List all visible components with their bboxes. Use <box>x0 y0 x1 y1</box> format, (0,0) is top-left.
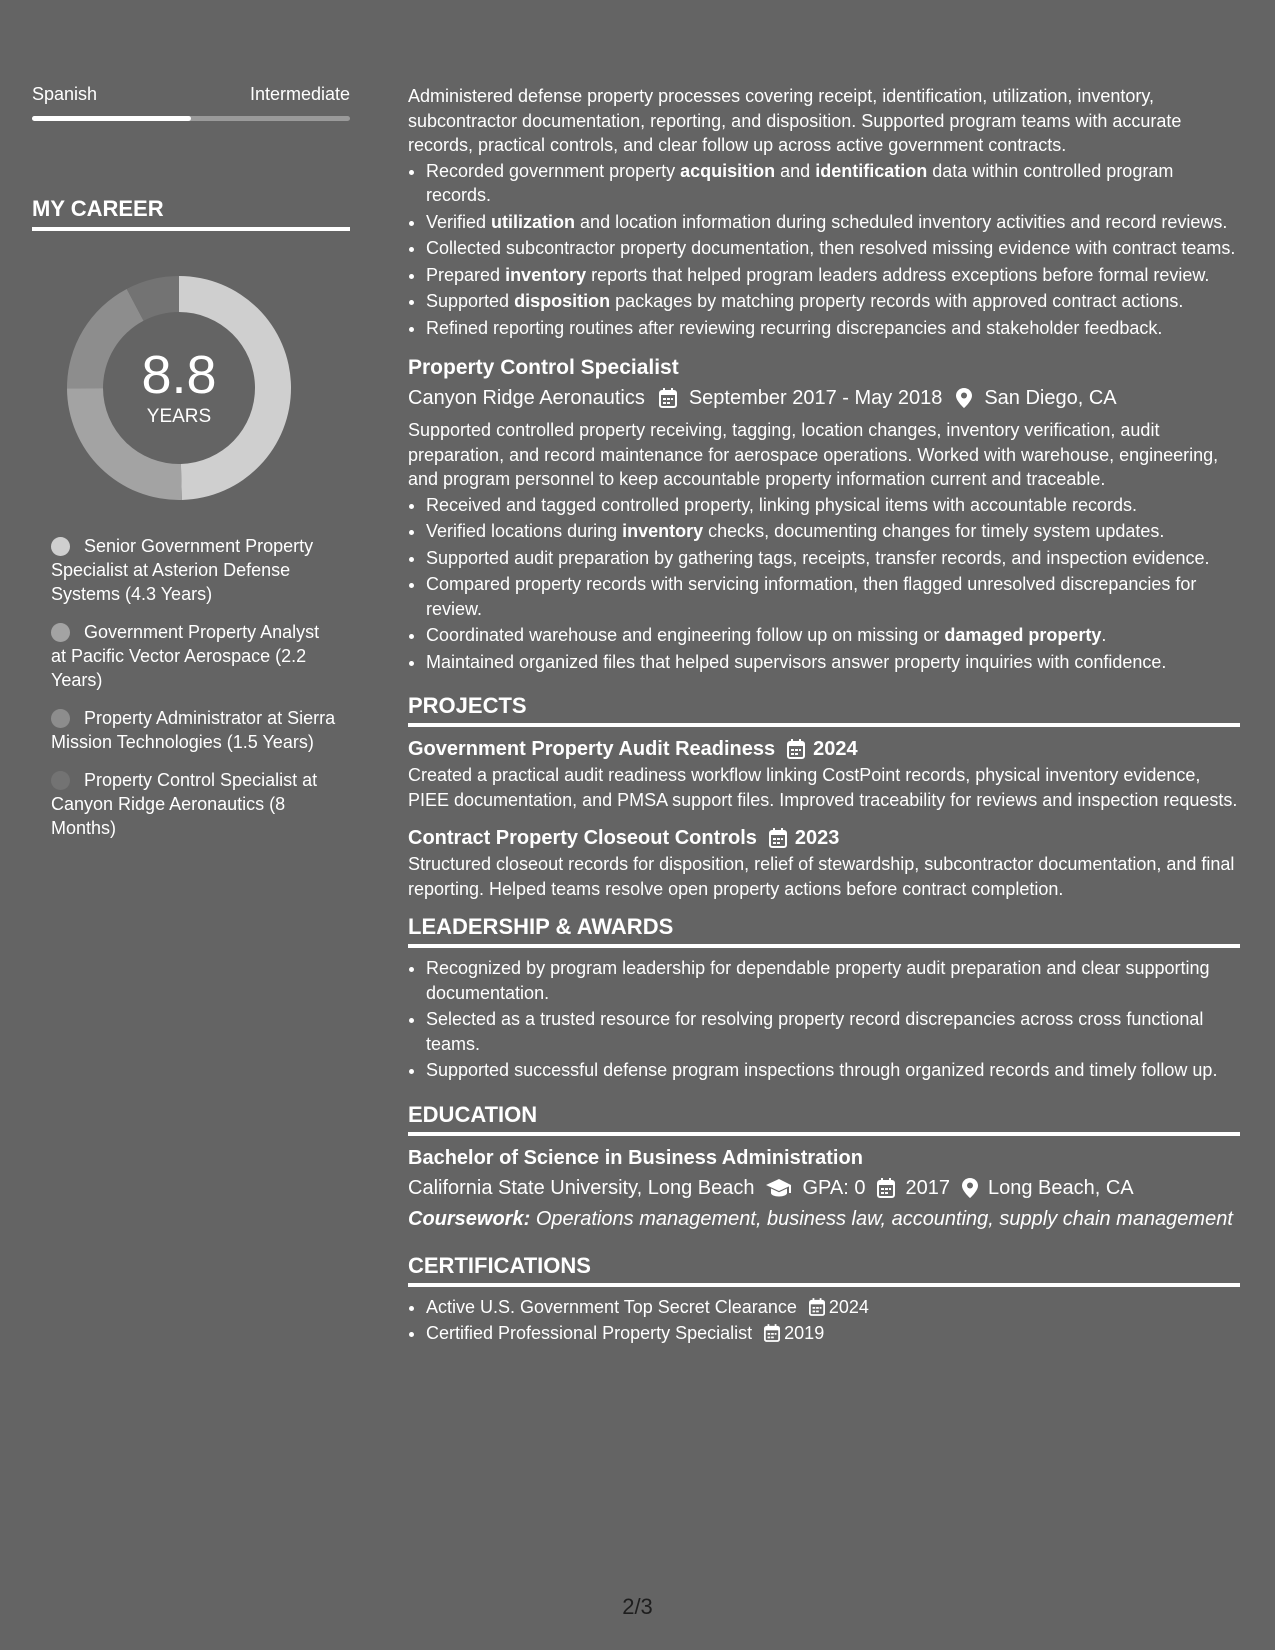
experience-bullets <box>408 493 1240 675</box>
bullet-text: Compared property records with servicing information, then flagged unresolved discrepancies for review. <box>426 574 1197 619</box>
bullet-text: Prepared <box>426 264 506 285</box>
career-legend-dot <box>51 709 70 728</box>
certification-year: 2024 <box>828 1296 869 1317</box>
page-number: 2/3 <box>622 1594 653 1619</box>
project-item <box>408 735 1240 812</box>
project-year: 2023 <box>794 827 840 849</box>
education-coursework <box>408 1204 1240 1234</box>
career-legend-label: Property Administrator at Sierra Mission Technologies (1.5 Years) <box>51 708 336 752</box>
career-legend-label: Senior Government Property Specialist at Asterion Defense Systems (4.3 Years) <box>51 536 314 604</box>
bullet-text: and <box>775 160 816 181</box>
experience-bullet <box>426 546 1240 571</box>
donut-segment <box>67 289 144 388</box>
bullet-keyword: inventory <box>622 521 704 541</box>
bullet-keyword: inventory <box>505 264 587 285</box>
experience-bullet <box>426 316 1240 341</box>
language-level: Intermediate <box>249 84 350 104</box>
donut-total-unit: YEARS <box>146 406 212 427</box>
experience-bullet <box>426 572 1240 621</box>
bullet-text: Supported audit preparation by gathering tags, receipts, transfer records, and inspection evidence. <box>426 547 1210 568</box>
career-donut-chart <box>66 275 292 501</box>
education-degree: Bachelor of Science in Business Administration <box>408 1146 863 1169</box>
certifications-section-rule <box>408 1283 1240 1287</box>
bullet-keyword: acquisition <box>680 160 776 181</box>
location-pin-icon <box>956 388 972 408</box>
education-year: 2017 <box>905 1176 950 1199</box>
education-gpa: GPA: 0 <box>802 1176 866 1199</box>
career-legend-label: Government Property Analyst at Pacific Vector Aerospace (2.2 Years) <box>51 622 320 690</box>
certification-name: • Certified Professional Property Specialist <box>426 1323 753 1343</box>
leadership-section-rule <box>408 944 1240 948</box>
bullet-text: Refined reporting routines after reviewing recurring discrepancies and stakeholder feedback. <box>426 317 1163 338</box>
experience-bullet <box>426 650 1240 675</box>
leadership-list <box>408 956 1240 1083</box>
bullet-text: Verified <box>426 211 492 232</box>
certification-year: 2019 <box>784 1323 825 1343</box>
job-meta <box>408 384 1240 412</box>
experience-bullet <box>426 289 1240 314</box>
bullet-text: Maintained organized files that helped supervisors answer property inquiries with confidence. <box>426 651 1167 672</box>
experience-bullet <box>426 263 1240 288</box>
bullet-text: . <box>1101 625 1107 645</box>
bullet-text: reports that helped program leaders address exceptions before formal review. <box>586 264 1210 285</box>
project-header <box>408 735 1240 763</box>
leadership-item: • Supported successful defense program inspections through organized records and timely follow up. <box>426 1058 1240 1083</box>
leadership-item: • Recognized by program leadership for dependable property audit preparation and clear supporting documentation. <box>426 956 1240 1005</box>
certification-name: • Active U.S. Government Top Secret Clearance <box>426 1296 797 1317</box>
job-location: San Diego, CA <box>984 387 1117 409</box>
project-name: Contract Property Closeout Controls <box>408 827 757 849</box>
bullet-text: Coordinated warehouse and engineering follow up on missing or <box>426 625 945 645</box>
language-proficiency-bar <box>32 116 350 121</box>
bullet-text: Supported <box>426 291 515 311</box>
project-description: Structured closeout records for disposition, relief of stewardship, subcontractor documentation, and final reporting. Helped teams resolve open property actions before contract completion. <box>408 854 1235 899</box>
experience-summary: Administered defense property processes covering receipt, identification, utilization, inventory, subcontractor documentation, reporting, and disposition. Supported program teams with accurate records, practical controls, and clear follow up across active government contracts. <box>408 86 1182 155</box>
bullet-text: Collected subcontractor property documentation, then resolved missing evidence with contract teams. <box>426 238 1236 258</box>
job-company: Canyon Ridge Aeronautics <box>408 387 645 409</box>
donut-total-value: 8.8 <box>141 345 217 405</box>
bullet-text: Verified locations during <box>426 521 623 541</box>
career-legend-item <box>51 620 336 692</box>
bullet-keyword: utilization <box>491 211 576 232</box>
education-school: California State University, Long Beach <box>408 1176 755 1199</box>
certification-item <box>426 1321 1240 1346</box>
job-dates: September 2017 - May 2018 <box>688 387 943 409</box>
experience-bullet <box>426 236 1240 261</box>
career-legend <box>51 534 336 854</box>
experience-bullets <box>408 159 1240 341</box>
main-content <box>408 84 1240 1348</box>
calendar-icon <box>809 1298 825 1316</box>
graduation-cap-icon <box>766 1179 792 1197</box>
bullet-keyword: damaged property <box>944 625 1102 645</box>
bullet-text: checks, documenting changes for timely system updates. <box>703 521 1165 541</box>
career-section-rule <box>32 227 350 231</box>
experience-summary: Supported controlled property receiving, tagging, location changes, inventory verification, audit preparation, and record maintenance for aerospace operations. Worked with warehouse, engineering, and program personnel to keep accountable property information current and traceable. <box>408 420 1219 489</box>
career-section-title: MY CAREER <box>32 196 164 221</box>
experience-bullet <box>426 159 1240 208</box>
calendar-icon <box>787 739 805 759</box>
career-legend-item <box>51 706 336 754</box>
bullet-text: Recorded government property <box>426 160 681 181</box>
calendar-icon <box>659 388 677 408</box>
bullet-keyword: identification <box>815 160 928 181</box>
certification-item <box>426 1295 1240 1320</box>
projects-section-rule <box>408 723 1240 727</box>
sidebar <box>32 82 350 838</box>
leadership-section-title: LEADERSHIP & AWARDS <box>408 914 674 939</box>
education-meta <box>408 1174 1240 1202</box>
career-legend-dot <box>51 623 70 642</box>
career-legend-item <box>51 768 336 840</box>
career-legend-dot <box>51 771 70 790</box>
certifications-section-title: CERTIFICATIONS <box>408 1252 591 1278</box>
bullet-text: data within controlled program records. <box>426 160 1174 205</box>
project-year: 2024 <box>813 738 858 760</box>
language-proficiency-fill <box>32 116 191 121</box>
certifications-list <box>408 1295 1240 1346</box>
location-pin-icon <box>962 1178 978 1198</box>
language-row <box>32 82 350 106</box>
project-item <box>408 824 1240 901</box>
language-name: Spanish <box>32 84 98 104</box>
career-legend-item <box>51 534 336 606</box>
leadership-item: • Selected as a trusted resource for resolving property record discrepancies across cross functional teams. <box>426 1007 1240 1056</box>
project-description: Created a practical audit readiness workflow linking CostPoint records, physical inventory evidence, PIEE documentation, and PMSA support files. Improved traceability for reviews and inspection requests. <box>408 765 1238 810</box>
education-section-rule <box>408 1132 1240 1136</box>
education-section-title: EDUCATION <box>408 1101 538 1127</box>
calendar-icon <box>764 1324 780 1342</box>
calendar-icon <box>769 828 787 848</box>
job-title: Property Control Specialist <box>408 356 679 379</box>
experience-bullet <box>426 493 1240 518</box>
career-legend-dot <box>51 537 70 556</box>
coursework-label: Coursework: <box>408 1207 531 1230</box>
bullet-keyword: disposition <box>514 291 611 311</box>
project-header <box>408 824 1240 852</box>
project-name: Government Property Audit Readiness <box>408 738 776 760</box>
experience-bullet <box>426 519 1240 544</box>
bullet-text: and location information during scheduled inventory activities and record reviews. <box>575 211 1228 232</box>
education-location: Long Beach, CA <box>987 1176 1134 1199</box>
career-legend-label: Property Control Specialist at Canyon Ridge Aeronautics (8 Months) <box>51 770 318 838</box>
coursework-text: Operations management, business law, accounting, supply chain management <box>535 1207 1233 1230</box>
calendar-icon <box>877 1178 895 1198</box>
experience-bullet <box>426 210 1240 235</box>
experience-bullet <box>426 623 1240 648</box>
projects-section-title: PROJECTS <box>408 693 527 718</box>
bullet-text: packages by matching property records with approved contract actions. <box>610 291 1184 311</box>
bullet-text: Received and tagged controlled property, linking physical items with accountable records. <box>426 494 1138 515</box>
